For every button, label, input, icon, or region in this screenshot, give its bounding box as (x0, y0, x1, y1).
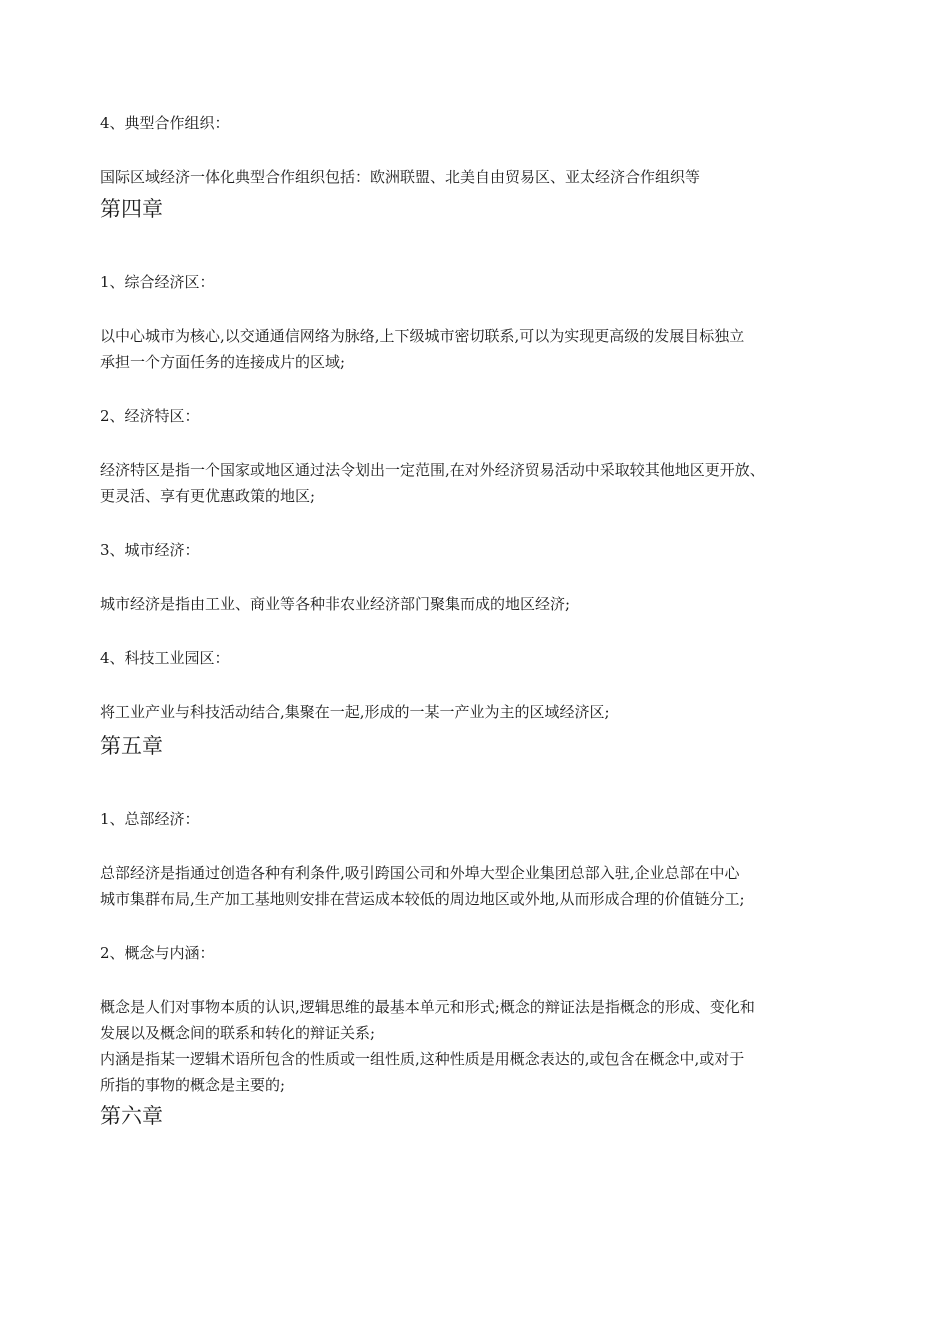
paragraph-tech-park: 将工业产业与科技活动结合,集聚在一起,形成的一某一产业为主的区域经济区; (100, 703, 610, 721)
item-heading-urban-economy: 3、城市经济： (100, 541, 200, 559)
chapter-heading-5: 第五章 (100, 734, 163, 758)
paragraph-special-economic-zone-line1: 经济特区是指一个国家或地区通过法令划出一定范围,在对外经济贸易活动中采取较其他地区更开放、 (100, 461, 765, 479)
item-heading-concept-connotation: 2、概念与内涵： (100, 944, 215, 962)
chapter-heading-4: 第四章 (100, 197, 163, 221)
paragraph-connotation-line2: 所指的事物的概念是主要的; (100, 1076, 286, 1094)
paragraph-urban-economy: 城市经济是指由工业、商业等各种非农业经济部门聚集而成的地区经济; (100, 595, 571, 613)
paragraph-special-economic-zone-line2: 更灵活、享有更优惠政策的地区; (100, 487, 316, 505)
item-heading-typical-organizations: 4、典型合作组织： (100, 114, 230, 132)
item-heading-special-economic-zone: 2、经济特区： (100, 407, 200, 425)
chapter-heading-6: 第六章 (100, 1104, 163, 1128)
item-heading-headquarters-economy: 1、总部经济： (100, 810, 200, 828)
paragraph-concept-line2: 发展以及概念间的联系和转化的辩证关系; (100, 1024, 376, 1042)
paragraph-headquarters-economy-line2: 城市集群布局,生产加工基地则安排在营运成本较低的周边地区或外地,从而形成合理的价值链分工; (100, 890, 745, 908)
paragraph-comprehensive-zone-line2: 承担一个方面任务的连接成片的区域; (100, 353, 346, 371)
paragraph-comprehensive-zone-line1: 以中心城市为核心,以交通通信网络为脉络,上下级城市密切联系,可以为实现更高级的发展目标独立 (100, 327, 745, 345)
paragraph-concept-line1: 概念是人们对事物本质的认识,逻辑思维的最基本单元和形式;概念的辩证法是指概念的形成、变化和 (100, 998, 755, 1016)
item-heading-comprehensive-zone: 1、综合经济区： (100, 273, 215, 291)
paragraph-headquarters-economy-line1: 总部经济是指通过创造各种有利条件,吸引跨国公司和外埠大型企业集团总部入驻,企业总部在中心 (100, 864, 740, 882)
paragraph-typical-organizations: 国际区域经济一体化典型合作组织包括：欧洲联盟、北美自由贸易区、亚太经济合作组织等 (100, 168, 701, 186)
item-heading-tech-park: 4、科技工业园区： (100, 649, 230, 667)
paragraph-connotation-line1: 内涵是指某一逻辑术语所包含的性质或一组性质,这种性质是用概念表达的,或包含在概念中,或对于 (100, 1050, 745, 1068)
